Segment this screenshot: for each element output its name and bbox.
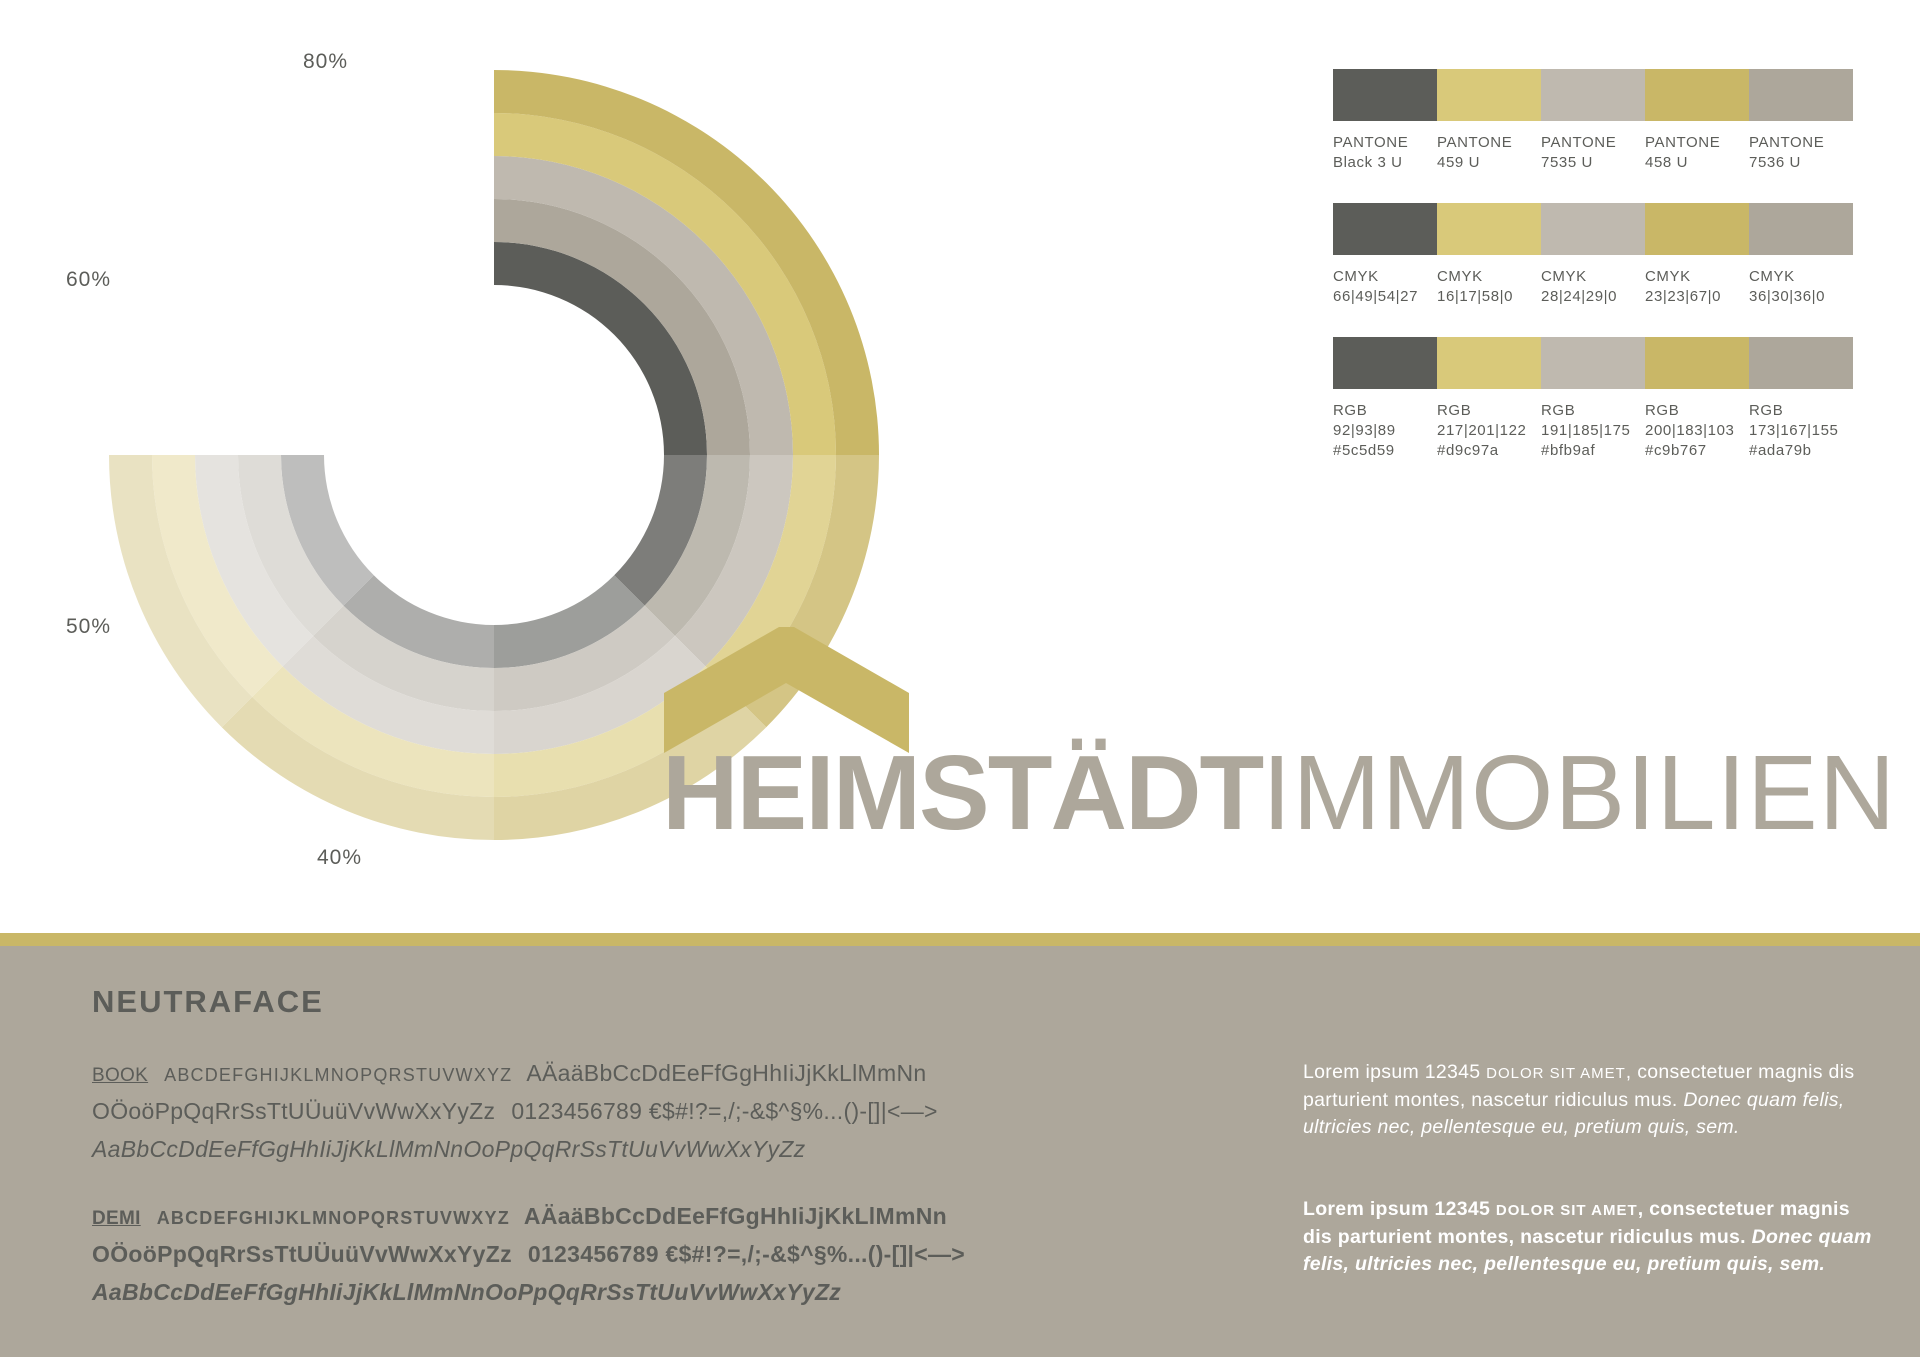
book-line-2 bbox=[92, 1098, 938, 1125]
swatch-label-line: RGB bbox=[1333, 402, 1368, 419]
color-swatch bbox=[1645, 69, 1749, 121]
book-mixed-1: AÄaäBbCcDdEeFfGgHhIiJjKkLlMmNn bbox=[526, 1060, 927, 1086]
book-italic: AaBbCcDdEeFfGgHhIiJjKkLlMmNnOoPpQqRrSsTtUuVvWwXxYyZz bbox=[92, 1136, 806, 1162]
color-swatch bbox=[1541, 337, 1645, 389]
weight-label-demi: DEMI bbox=[92, 1208, 141, 1229]
color-swatch bbox=[1437, 69, 1541, 121]
swatch-label-line: CMYK bbox=[1749, 268, 1795, 285]
swatch-label-line: CMYK bbox=[1333, 268, 1379, 285]
tint-label-40: 40% bbox=[317, 846, 363, 869]
color-swatch bbox=[1333, 203, 1437, 255]
palette-pantone bbox=[1333, 69, 1853, 173]
swatch-label-line: PANTONE bbox=[1541, 134, 1617, 151]
tint-label-80: 80% bbox=[303, 50, 349, 73]
swatch-label bbox=[1333, 267, 1437, 307]
font-name-heading: NEUTRAFACE bbox=[92, 984, 324, 1019]
tint-label-50: 50% bbox=[66, 615, 112, 638]
swatch-label bbox=[1541, 133, 1645, 173]
swatch-label-line: 28|24|29|0 bbox=[1541, 288, 1618, 305]
color-swatch bbox=[1437, 337, 1541, 389]
sample-paragraph-demi bbox=[1303, 1196, 1873, 1278]
swatch-label-line: 92|93|89 bbox=[1333, 422, 1396, 439]
swatch-label bbox=[1333, 401, 1437, 461]
label-row bbox=[1333, 133, 1853, 173]
weight-label-book: BOOK bbox=[92, 1065, 149, 1086]
label-row bbox=[1333, 401, 1853, 461]
demi-mixed-2: OÖoöPpQqRrSsTtUÜuüVvWwXxYyZz bbox=[92, 1241, 512, 1267]
swatch-label-line: 200|183|103 bbox=[1645, 422, 1735, 439]
swatch-label-line: PANTONE bbox=[1645, 134, 1721, 151]
demi-mixed-1: AÄaäBbCcDdEeFfGgHhIiJjKkLlMmNn bbox=[523, 1203, 947, 1229]
label-row bbox=[1333, 267, 1853, 307]
swatch-label-line: 7535 U bbox=[1541, 154, 1593, 171]
swatch-label bbox=[1437, 401, 1541, 461]
book-mixed-2: OÖoöPpQqRrSsTtUÜuüVvWwXxYyZz bbox=[92, 1098, 496, 1124]
color-swatch bbox=[1645, 203, 1749, 255]
swatch-label bbox=[1437, 267, 1541, 307]
swatch-label-line: 217|201|122 bbox=[1437, 422, 1527, 439]
book-caps: ABCDEFGHIJKLMNOPQRSTUVWXYZ bbox=[164, 1065, 513, 1085]
sample-lead: Lorem ipsum 12345 bbox=[1303, 1198, 1491, 1220]
swatch-label-line: 66|49|54|27 bbox=[1333, 288, 1419, 305]
swatch-label-line: #bfb9af bbox=[1541, 442, 1596, 459]
palette-rgb bbox=[1333, 337, 1853, 461]
color-swatch bbox=[1333, 337, 1437, 389]
swatch-label-line: 36|30|36|0 bbox=[1749, 288, 1826, 305]
swatch-label-line: RGB bbox=[1645, 402, 1680, 419]
book-line-1 bbox=[92, 1060, 926, 1087]
demi-italic-line bbox=[92, 1279, 841, 1306]
swatch-label bbox=[1749, 267, 1853, 307]
swatch-label-line: 23|23|67|0 bbox=[1645, 288, 1722, 305]
color-swatch bbox=[1749, 337, 1853, 389]
swatch-label-line: CMYK bbox=[1437, 268, 1483, 285]
sample-rest: , consectetuer magnis dis parturient montes, nascetur ridiculus mus. bbox=[1303, 1198, 1850, 1248]
color-swatch bbox=[1437, 203, 1541, 255]
color-swatch bbox=[1541, 69, 1645, 121]
swatch-label bbox=[1541, 401, 1645, 461]
swatch-label bbox=[1333, 133, 1437, 173]
gold-divider bbox=[0, 933, 1920, 946]
swatch-label-line: RGB bbox=[1749, 402, 1784, 419]
demi-digits: 0123456789 €$#!?=,/;-&$^§%...()-[]|<—> bbox=[527, 1241, 966, 1267]
color-swatch bbox=[1645, 337, 1749, 389]
color-swatch bbox=[1541, 203, 1645, 255]
swatch-label-line: #c9b767 bbox=[1645, 442, 1707, 459]
swatch-label-line: 173|167|155 bbox=[1749, 422, 1839, 439]
logo-wordmark-bold: HEIMSTÄDT bbox=[662, 734, 1263, 852]
swatch-label-line: #5c5d59 bbox=[1333, 442, 1395, 459]
sample-rest: , consectetuer magnis dis parturient montes, nascetur ridiculus mus. bbox=[1303, 1061, 1855, 1111]
tint-label-60: 60% bbox=[66, 268, 112, 291]
sample-italic: Donec quam felis, ultricies nec, pellentesque eu, pretium quis, sem. bbox=[1303, 1226, 1872, 1275]
swatch-label-line: PANTONE bbox=[1437, 134, 1513, 151]
color-swatch bbox=[1333, 69, 1437, 121]
swatch-row bbox=[1333, 203, 1853, 255]
swatch-label-line: 16|17|58|0 bbox=[1437, 288, 1514, 305]
book-italic-line bbox=[92, 1136, 805, 1163]
swatch-label-line: 458 U bbox=[1645, 154, 1689, 171]
palette-cmyk bbox=[1333, 203, 1853, 307]
swatch-label-line: #d9c97a bbox=[1437, 442, 1499, 459]
demi-line-2 bbox=[92, 1241, 965, 1268]
swatch-label bbox=[1645, 267, 1749, 307]
demi-line-1 bbox=[92, 1203, 947, 1230]
swatch-label-line: 191|185|175 bbox=[1541, 422, 1631, 439]
swatch-label bbox=[1749, 401, 1853, 461]
swatch-label bbox=[1541, 267, 1645, 307]
swatch-row bbox=[1333, 337, 1853, 389]
swatch-label-line: CMYK bbox=[1645, 268, 1691, 285]
swatch-label bbox=[1645, 133, 1749, 173]
swatch-label-line: Black 3 U bbox=[1333, 154, 1403, 171]
swatch-label-line: RGB bbox=[1437, 402, 1472, 419]
color-swatch bbox=[1749, 69, 1853, 121]
swatch-label-line: 7536 U bbox=[1749, 154, 1801, 171]
sample-paragraph-book bbox=[1303, 1059, 1873, 1141]
book-digits: 0123456789 €$#!?=,/;-&$^§%...()-[]|<—> bbox=[511, 1098, 938, 1124]
swatch-label-line: CMYK bbox=[1541, 268, 1587, 285]
swatch-label-line: RGB bbox=[1541, 402, 1576, 419]
sample-italic: Donec quam felis, ultricies nec, pellentesque eu, pretium quis, sem. bbox=[1303, 1089, 1845, 1138]
swatch-label bbox=[1645, 401, 1749, 461]
swatch-label-line: PANTONE bbox=[1333, 134, 1409, 151]
swatch-label-line: PANTONE bbox=[1749, 134, 1825, 151]
swatch-label-line: #ada79b bbox=[1749, 442, 1812, 459]
sample-smallcaps: DOLOR SIT AMET bbox=[1495, 1202, 1638, 1219]
swatch-row bbox=[1333, 69, 1853, 121]
swatch-label-line: 459 U bbox=[1437, 154, 1481, 171]
sample-smallcaps: DOLOR SIT AMET bbox=[1486, 1065, 1626, 1082]
logo-wordmark-light: IMMOBILIEN bbox=[1262, 734, 1897, 852]
demi-caps: ABCDEFGHIJKLMNOPQRSTUVWXYZ bbox=[156, 1208, 510, 1228]
swatch-label bbox=[1437, 133, 1541, 173]
sample-lead: Lorem ipsum 12345 bbox=[1303, 1061, 1481, 1083]
color-swatch bbox=[1749, 203, 1853, 255]
demi-italic: AaBbCcDdEeFfGgHhIiJjKkLlMmNnOoPpQqRrSsTtUuVvWwXxYyZz bbox=[92, 1279, 842, 1305]
swatch-label bbox=[1749, 133, 1853, 173]
